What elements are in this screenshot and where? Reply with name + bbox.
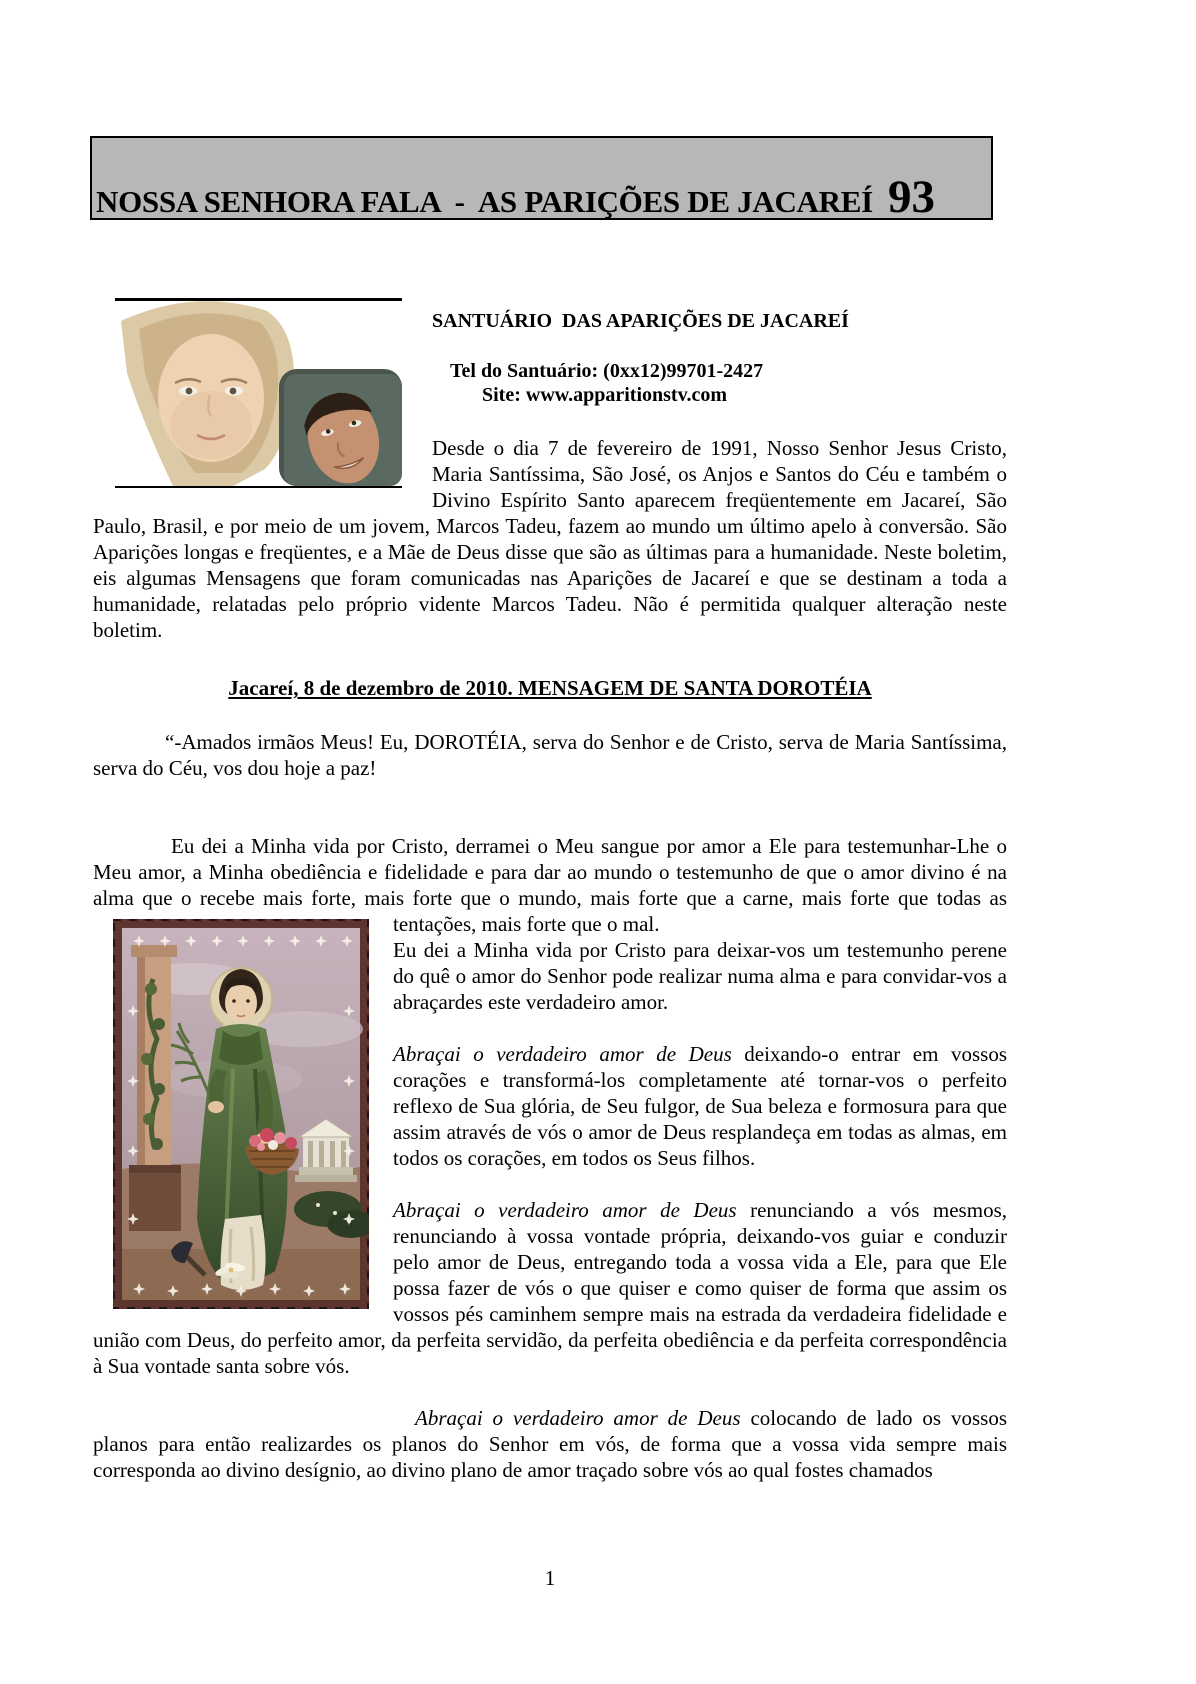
abracai-lead-1: Abraçai o verdadeiro amor de Deus — [393, 1042, 732, 1066]
message-paragraph-6 — [93, 1405, 1007, 1483]
sanctuary-name: SANTUÁRIO DAS APARIÇÕES DE JACAREÍ — [432, 310, 849, 332]
message-heading: Jacareí, 8 de dezembro de 2010. MENSAGEM DE SANTA DOROTÉIA — [228, 676, 872, 700]
message-paragraph-1: “-Amados irmãos Meus! Eu, DOROTÉIA, serva do Senhor e de Cristo, serva de Maria Santíssima, serva do Céu, vos dou hoje a paz! — [93, 730, 1007, 780]
message-paragraph-3: Eu dei a Minha vida por Cristo para deixar-vos um testemunho perene do quê o amor do Senhor pode realizar numa alma e para convidar-vos a abraçardes este verdadeiro amor. — [393, 938, 1007, 1014]
paragraph-2-part-b: que todas as tentações, mais forte que o mal. — [393, 886, 1008, 936]
santa-doroteia-image — [113, 919, 369, 1309]
page-content — [93, 293, 1007, 1483]
abracai-lead-2: Abraçai o verdadeiro amor de Deus — [393, 1198, 737, 1222]
banner-issue-number: 93 — [888, 171, 935, 224]
abracai-lead-3: Abraçai o verdadeiro amor de Deus — [415, 1406, 741, 1430]
page-number: 1 — [544, 1566, 556, 1590]
paragraph-5-body: renunciando a vós mesmos, renunciando à vossa vontade própria, deixando-vos guiar e conduzir pelo amor de Deus, entregando toda a vossa vida a Ele, para que Ele possa fazer de vós o que quiser e como quiser de forma que assim os vossos pés caminhem sempre mais na estrada da verdadeira fidelidade e união com Deus, do perfeito amor, da perfeita servidão, da perfeita obediência e da perfeita correspondência à Sua vontade santa sobre vós. — [93, 1198, 1007, 1378]
sanctuary-phone: Tel do Santuário: (0xx12)99701-2427 — [450, 360, 764, 382]
paragraph-6-body: colocando de lado os vossos planos para então realizardes os planos do Senhor em vós, de forma que a vossa vida sempre mais corresponda ao divino desígnio, ao divino plano de amor traçado sobre vós ao qual fostes chamados — [93, 1406, 1007, 1482]
apparition-photo — [115, 298, 402, 488]
paragraph-4-body: deixando-o entrar em vossos corações e transformá-los completamente até tornar-vos o perfeito reflexo de Sua glória, de Seu fulgor, de Sua beleza e formosura para que assim através de vós o amor de Deus resplandeça em todas as almas, em todos os corações, em todos os Seus filhos. — [393, 1042, 1007, 1170]
intro-paragraph: Desde o dia 7 de fevereiro de 1991, Nosso Senhor Jesus Cristo, Maria Santíssima, São José, os Anjos e Santos do Céu e também o Divino Espírito Santo aparecem freqüentemente em Jacareí, São Paulo, Brasil, e por meio de um jovem, Marcos Tadeu, fazem ao mundo um último apelo à conversão. São Aparições longas e freqüentes, e a Mãe de Deus disse que são as últimas para a humanidade. Neste boletim, eis algumas Mensagens que foram comunicadas nas Aparições de Jacareí e que se destinam a toda a humanidade, relatadas pelo próprio vidente Marcos Tadeu. Não é permitida qualquer alteração neste boletim. — [93, 436, 1007, 642]
sanctuary-site: Site: www.apparitionstv.com — [482, 384, 727, 406]
paragraph-2-part-a: Eu dei a Minha vida por Cristo, derramei o Meu sangue por amor a Ele para testemunhar-Lhe o Meu amor, a Minha obediência e fidelidade e para dar ao mundo o testemunho de que o amor divino é na alma que o recebe mais forte, mais forte que o mundo, mais forte que a carne, mais forte — [93, 834, 1007, 910]
title-banner — [90, 136, 993, 224]
banner-title: NOSSA SENHORA FALA - AS PARIÇÕES DE JACAREÍ — [96, 184, 873, 219]
message-paragraph-2 — [93, 833, 1007, 937]
page-footer — [93, 1566, 1007, 1591]
photo-bottom-rule — [115, 486, 402, 488]
mary-and-marcos-photo — [115, 301, 402, 486]
